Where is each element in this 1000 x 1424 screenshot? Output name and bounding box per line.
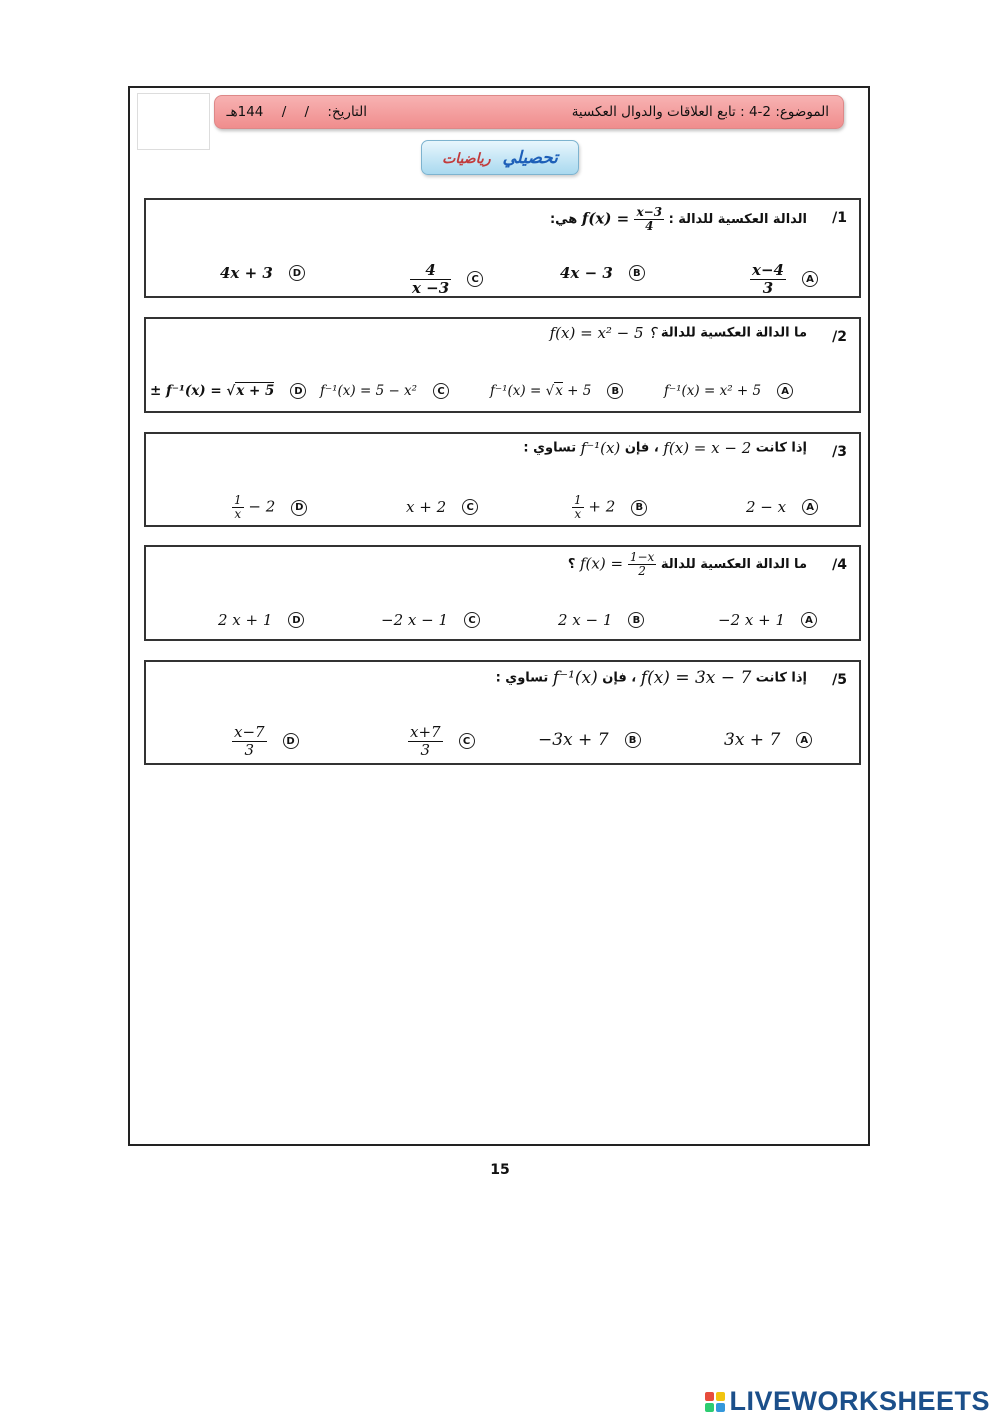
expr-part: + 5	[562, 383, 592, 399]
math-expression: f(x) = x − 2	[663, 439, 752, 457]
question-text	[523, 439, 807, 457]
option-value: 2 x − 1	[558, 611, 613, 629]
option-value: −2 x − 1	[381, 611, 448, 629]
radicand: x	[555, 383, 563, 399]
fraction-numerator: x−7	[234, 723, 265, 741]
fraction-numerator: x−3	[636, 205, 663, 219]
choice-letter[interactable]: C	[464, 612, 480, 628]
choice-letter[interactable]: B	[625, 732, 641, 748]
question-prefix: إذا كانت	[755, 440, 807, 456]
option-d[interactable]	[150, 383, 306, 399]
option-value	[572, 494, 615, 521]
fraction-denominator: 2	[638, 564, 646, 579]
brand-grid-icon	[705, 1392, 725, 1412]
option-value	[410, 262, 451, 296]
expr-part: ± f⁻¹(x) =	[150, 383, 227, 399]
option-b[interactable]	[560, 264, 645, 282]
logo-word: تحصيلي	[502, 148, 558, 168]
math-expression	[580, 551, 656, 578]
brand-square	[705, 1403, 714, 1412]
date-field	[227, 104, 367, 120]
brand-square	[705, 1392, 714, 1401]
fraction-numerator: 1−x	[629, 550, 655, 564]
option-b[interactable]	[558, 611, 644, 629]
question-box	[144, 660, 861, 765]
choice-letter[interactable]: D	[289, 265, 305, 281]
expr-part: − 2	[243, 497, 276, 516]
option-value: f⁻¹(x) = x² + 5	[664, 383, 762, 399]
option-value: 4x + 3	[220, 264, 273, 282]
option-c[interactable]	[381, 611, 480, 629]
logo-badge	[421, 140, 579, 175]
fraction	[628, 551, 656, 578]
math-fx: f(x) =	[581, 209, 630, 228]
option-a[interactable]	[750, 262, 818, 296]
choice-letter[interactable]: C	[467, 271, 483, 287]
option-c[interactable]	[410, 262, 483, 296]
brand-text: LIVEWORKSHEETS	[729, 1386, 990, 1416]
date-label: التاريخ:	[327, 104, 367, 120]
question-prefix: ما الدالة العكسية للدالة	[660, 325, 807, 341]
option-a[interactable]	[718, 611, 817, 629]
fraction-denominator: x −3	[412, 278, 450, 297]
option-b[interactable]	[538, 730, 641, 750]
choice-letter[interactable]: B	[607, 383, 623, 399]
topic-text: 2-4 : تابع العلاقات والدوال العكسية	[571, 104, 772, 120]
question-suffix: تساوي :	[523, 440, 577, 456]
question-suffix: هي:	[549, 212, 578, 228]
option-d[interactable]	[220, 264, 305, 282]
math-expression: f(x) = 3x − 7	[640, 668, 752, 688]
question-mark: ؟	[567, 557, 576, 573]
fraction-denominator: 3	[420, 740, 431, 759]
option-a[interactable]	[746, 498, 818, 516]
fraction-numerator: x+7	[410, 723, 441, 741]
fraction-numerator: 1	[234, 493, 242, 507]
page-number: 15	[490, 1162, 510, 1178]
question-connector: ، فإن	[624, 440, 659, 456]
corner-box	[137, 93, 210, 150]
option-d[interactable]	[218, 611, 304, 629]
choice-letter[interactable]: D	[283, 733, 299, 749]
option-value: 2 x + 1	[218, 611, 273, 629]
choice-letter[interactable]: C	[459, 733, 475, 749]
option-value: −3x + 7	[538, 730, 609, 750]
question-box	[144, 198, 861, 298]
choice-letter[interactable]: D	[291, 500, 307, 516]
option-value: f⁻¹(x) = √x + 5	[490, 383, 592, 399]
question-text	[550, 324, 807, 342]
fraction-denominator: 4	[645, 219, 654, 234]
question-box	[144, 317, 861, 413]
option-value: ± f⁻¹(x) = √x + 5	[150, 383, 275, 399]
choice-letter[interactable]: A	[802, 499, 818, 515]
expr-part: f⁻¹(x) =	[490, 383, 546, 399]
option-b[interactable]	[490, 383, 623, 399]
question-text	[496, 668, 807, 688]
question-text	[550, 206, 807, 233]
fraction	[232, 494, 244, 521]
math-expression: f⁻¹(x)	[552, 668, 598, 688]
fraction-numerator: x−4	[752, 261, 784, 279]
question-prefix: الدالة العكسية للدالة :	[668, 212, 807, 228]
question-text	[568, 551, 807, 578]
fraction-denominator: x	[234, 507, 242, 522]
option-value: 2 − x	[746, 498, 787, 516]
choice-letter[interactable]: C	[462, 499, 478, 515]
option-value	[750, 262, 786, 296]
math-expression: f(x) = x² − 5 ؟	[549, 324, 657, 342]
topic-label: الموضوع:	[775, 104, 829, 120]
choice-letter[interactable]: D	[288, 612, 304, 628]
topic	[572, 104, 829, 120]
brand-logo	[705, 1386, 990, 1417]
option-d[interactable]	[232, 494, 307, 521]
header-bar	[214, 95, 844, 129]
choice-letter[interactable]: B	[629, 265, 645, 281]
option-value	[232, 724, 267, 758]
fraction-denominator: 3	[244, 740, 255, 759]
choice-letter[interactable]: A	[801, 612, 817, 628]
radicand: x + 5	[236, 383, 275, 399]
question-box	[144, 432, 861, 527]
brand-square	[716, 1403, 725, 1412]
date-year: 144هـ	[226, 104, 264, 120]
question-box	[144, 545, 861, 641]
option-value	[232, 494, 275, 521]
fraction	[572, 494, 584, 521]
question-number: /1	[832, 210, 847, 226]
fraction-denominator: x	[574, 507, 582, 522]
option-value: 4x − 3	[560, 264, 613, 282]
fraction-numerator: 4	[410, 262, 451, 280]
choice-letter[interactable]: A	[802, 271, 818, 287]
math-expression: f⁻¹(x)	[580, 439, 621, 457]
choice-letter[interactable]: C	[433, 383, 449, 399]
option-c[interactable]	[408, 724, 475, 758]
option-d[interactable]	[232, 724, 299, 758]
choice-letter[interactable]: D	[290, 383, 306, 399]
choice-letter[interactable]: A	[777, 383, 793, 399]
expr-part: + 2	[583, 497, 616, 516]
option-a[interactable]	[664, 383, 793, 399]
option-c[interactable]	[406, 498, 478, 516]
fraction-denominator: 3	[762, 278, 774, 297]
fraction	[634, 206, 664, 233]
choice-letter[interactable]: A	[796, 732, 812, 748]
question-number: /3	[832, 444, 847, 460]
date-separator: /	[304, 104, 310, 120]
option-b[interactable]	[572, 494, 647, 521]
question-suffix: تساوي :	[495, 670, 549, 686]
option-a[interactable]	[724, 730, 812, 750]
math-expression	[582, 206, 664, 233]
option-value: 3x + 7	[724, 730, 781, 750]
logo-word: رياضيات	[442, 151, 491, 167]
choice-letter[interactable]: B	[628, 612, 644, 628]
option-value: −2 x + 1	[718, 611, 785, 629]
option-value	[408, 724, 443, 758]
option-value: x + 2	[406, 498, 447, 516]
date-separator: /	[281, 104, 287, 120]
question-prefix: ما الدالة العكسية للدالة	[660, 557, 807, 573]
question-connector: ، فإن	[602, 670, 637, 686]
option-value: f⁻¹(x) = 5 − x²	[320, 383, 418, 399]
choice-letter[interactable]: B	[631, 500, 647, 516]
question-prefix: إذا كانت	[755, 670, 807, 686]
brand-square	[716, 1392, 725, 1401]
question-number: /4	[832, 557, 847, 573]
question-number: /2	[832, 329, 847, 345]
option-c[interactable]	[320, 383, 449, 399]
fraction-numerator: 1	[574, 493, 582, 507]
math-fx: f(x) =	[580, 554, 624, 573]
question-number: /5	[832, 672, 847, 688]
